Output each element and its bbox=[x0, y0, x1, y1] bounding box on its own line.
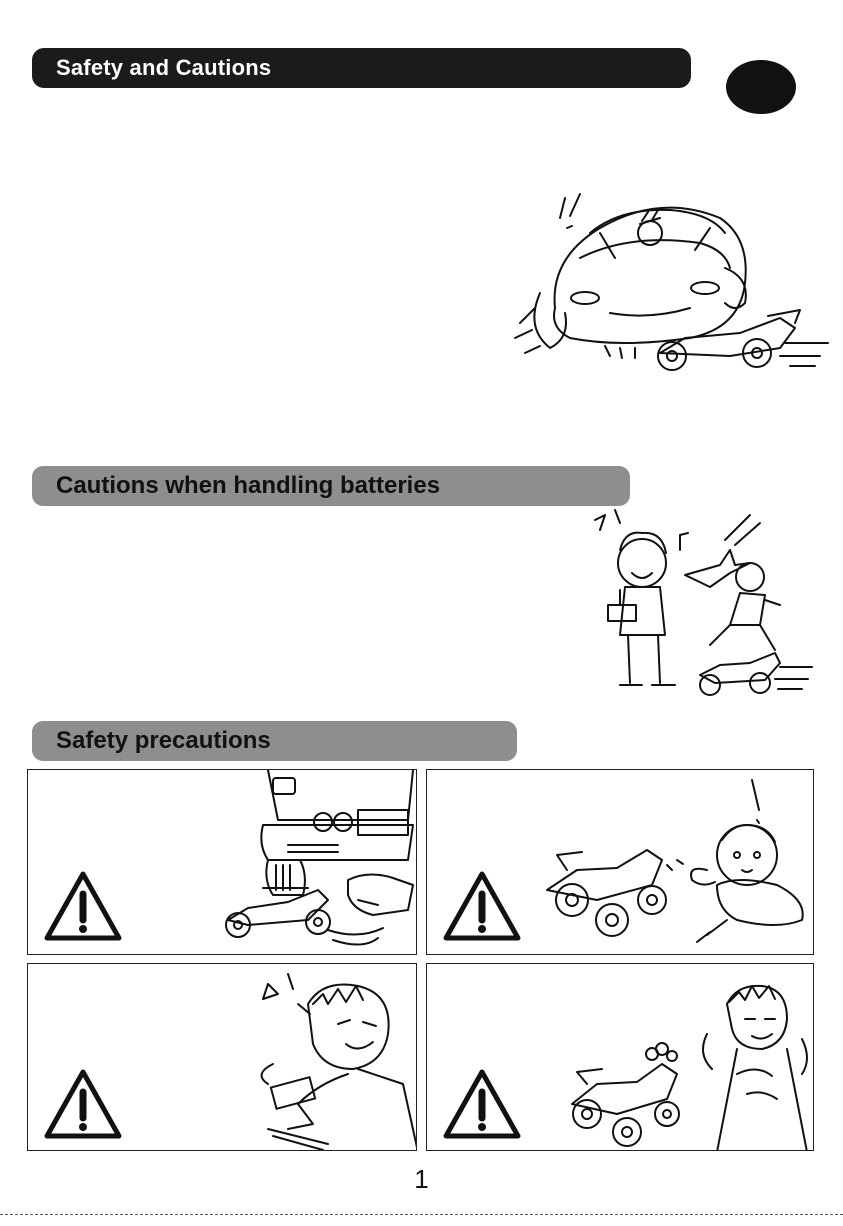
section-header-batteries bbox=[32, 466, 630, 506]
warning-triangle-icon bbox=[442, 870, 522, 942]
precaution-panel-road bbox=[27, 769, 417, 955]
section-header-safety-and-cautions bbox=[32, 48, 691, 88]
car-and-foot-illustration bbox=[208, 770, 417, 955]
section-title: Cautions when handling batteries bbox=[56, 472, 441, 499]
precaution-panel-battery-injury bbox=[27, 963, 417, 1151]
warning-triangle-icon bbox=[442, 1068, 522, 1140]
kids-playing-illustration bbox=[580, 505, 820, 700]
black-circle-badge bbox=[726, 60, 796, 114]
car-crash-illustration bbox=[510, 188, 835, 378]
section-header-safety-precautions bbox=[32, 721, 517, 761]
buggy-smoke-illustration bbox=[547, 964, 814, 1151]
baby-and-buggy-illustration bbox=[537, 770, 814, 955]
precaution-panel-children bbox=[426, 769, 814, 955]
warning-triangle-icon bbox=[43, 870, 123, 942]
warning-triangle-icon bbox=[43, 1068, 123, 1140]
boy-with-transmitter-illustration bbox=[228, 964, 417, 1151]
precaution-panel-smoke bbox=[426, 963, 814, 1151]
section-title: Safety precautions bbox=[56, 727, 271, 754]
bottom-divider bbox=[0, 1214, 843, 1215]
page-number: 1 bbox=[414, 1164, 429, 1194]
section-title: Safety and Cautions bbox=[56, 55, 272, 80]
